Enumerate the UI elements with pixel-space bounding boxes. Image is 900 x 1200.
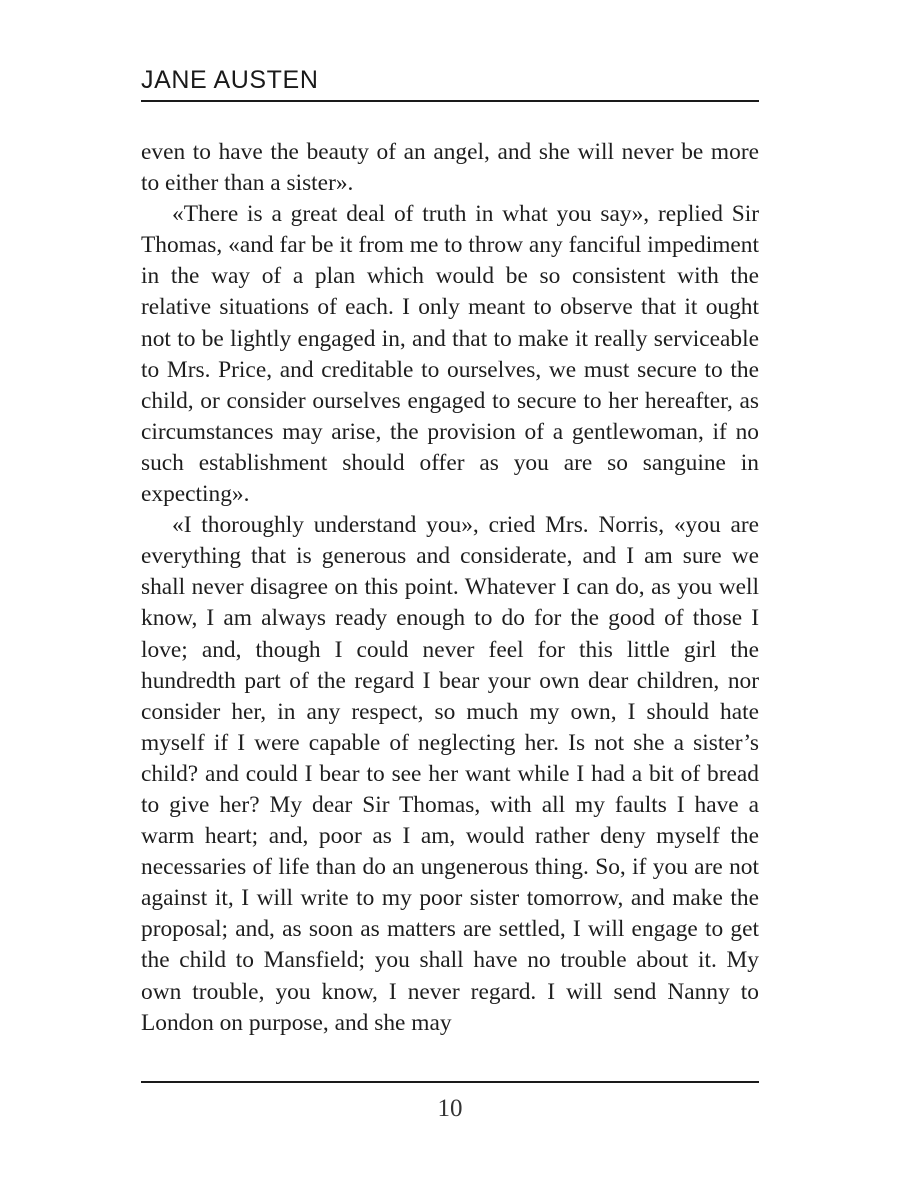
body-text — [141, 137, 759, 1039]
paragraph-sir-thomas: «There is a great deal of truth in what you say», replied Sir Thomas, «and far be it from me to throw any fanciful impediment in the way of a plan which would be so consistent with the relative situations of each. I only meant to observe that it ought not to be lightly engaged in, and that to make it really serviceable to Mrs. Price, and creditable to ourselves, we must secure to the child, or consider ourselves engaged to secure to her hereafter, as circumstances may arise, the provision of a gentlewoman, if no such establishment should offer as you are so sanguine in expecting». — [141, 201, 759, 508]
page-number: 10 — [437, 1095, 463, 1122]
paragraph-mrs-norris: «I thoroughly understand you», cried Mrs. Norris, «you are everything that is generous and considerate, and I am sure we shall never disagree on this point. Whatever I can do, as you well know, I am always ready enough to do for the good of those I love; and, though I could never feel for this little girl the hundredth part of the regard I bear your own dear children, nor consider her, in any respect, so much my own, I should hate myself if I were capable of neglecting her. Is not she a sister’s child? and could I bear to see her want while I had a bit of bread to give her? My dear Sir Thomas, with all my faults I have a warm heart; and, poor as I am, would rather deny myself the necessaries of life than do an ungenerous thing. So, if you are not against it, I will write to my poor sister tomorrow, and make the proposal; and, as soon as matters are settled, I will engage to get the child to Mansfield; you shall have no trouble about it. My own trouble, you know, I never regard. I will send Nanny to London on purpose, and she may — [141, 512, 759, 1036]
running-head-title: JANE AUSTEN — [141, 66, 319, 94]
paragraph-continuation: even to have the beauty of an angel, and she will never be more to either than a sister». — [141, 139, 759, 197]
header-rule — [141, 100, 759, 102]
footer-rule — [141, 1081, 759, 1083]
